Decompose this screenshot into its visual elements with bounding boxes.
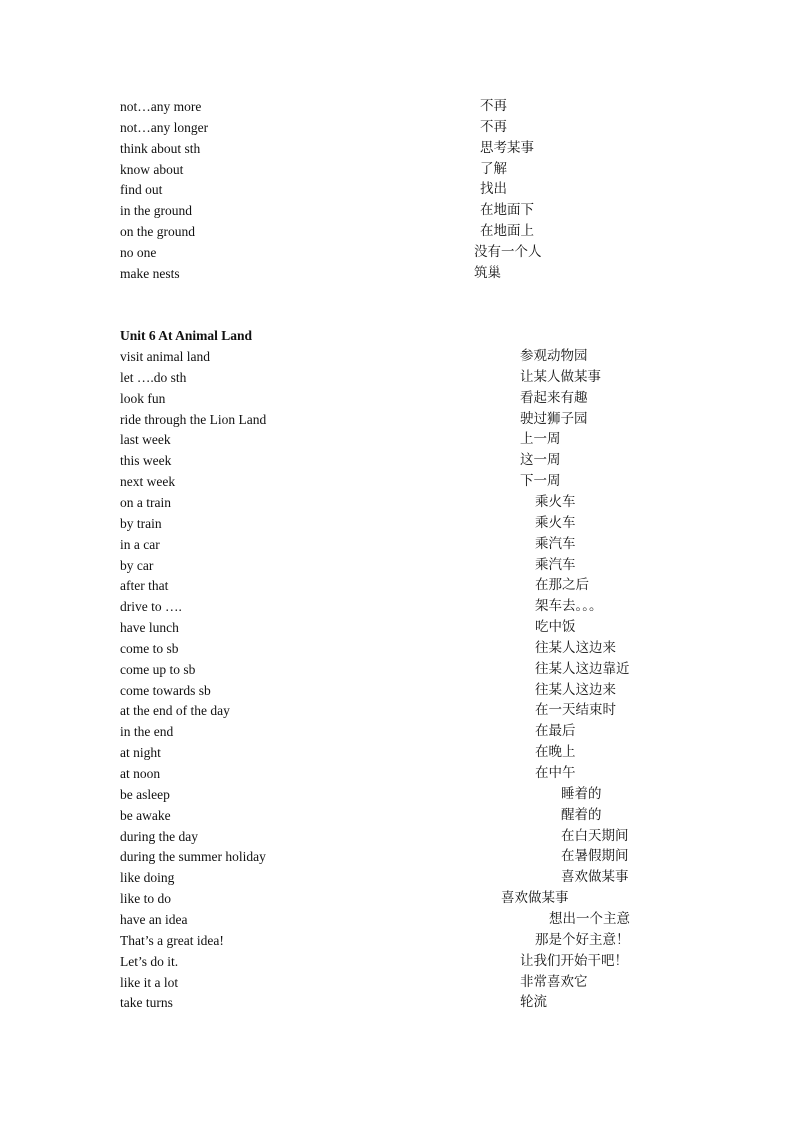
- vocab-row: [0, 638, 794, 659]
- chinese-translation: 不再: [480, 98, 507, 114]
- vocab-row: [0, 138, 794, 159]
- english-phrase: look fun: [120, 390, 166, 406]
- chinese-translation: 参观动物园: [520, 348, 588, 364]
- english-phrase: on the ground: [120, 224, 195, 240]
- chinese-translation: 在地面上: [480, 223, 534, 240]
- english-phrase: come up to sb: [120, 661, 196, 677]
- vocab-row: [0, 659, 794, 680]
- vocab-row: [0, 471, 794, 492]
- english-phrase: drive to ….: [120, 599, 182, 615]
- english-phrase: take turns: [120, 995, 173, 1011]
- vocab-row: [0, 700, 794, 721]
- vocab-row: [0, 200, 794, 221]
- vocab-row: [0, 429, 794, 450]
- vocab-row: [0, 617, 794, 638]
- vocab-row: [0, 805, 794, 826]
- unit-heading: Unit 6 At Animal Land: [120, 328, 253, 343]
- vocab-row: [0, 513, 794, 534]
- chinese-translation: 架车去。。。: [535, 598, 603, 615]
- chinese-translation: 让某人做某事: [520, 368, 601, 385]
- english-phrase: find out: [120, 182, 163, 198]
- english-phrase: in the end: [120, 724, 174, 740]
- chinese-translation: 下一周: [520, 473, 561, 490]
- vocab-row: [0, 951, 794, 972]
- vocab-row: [0, 826, 794, 847]
- chinese-translation: 想出一个主意: [549, 910, 630, 927]
- chinese-translation: 在暑假期间: [561, 848, 629, 865]
- english-phrase: come towards sb: [120, 682, 211, 698]
- chinese-translation: 筑巢: [474, 264, 501, 281]
- vocab-row: [0, 534, 794, 555]
- chinese-translation: 乘火车: [535, 514, 576, 531]
- english-phrase: come to sb: [120, 640, 179, 656]
- chinese-translation: 思考某事: [480, 139, 534, 156]
- chinese-translation: 没有一个人: [474, 243, 542, 260]
- vocab-row: [0, 263, 794, 284]
- vocab-row: [0, 867, 794, 888]
- vocab-row: [0, 888, 794, 909]
- vocab-row: [0, 992, 794, 1013]
- chinese-translation: 非常喜欢它: [520, 973, 588, 990]
- vocab-row: [0, 596, 794, 617]
- vocab-row: [0, 96, 794, 117]
- english-phrase: think about sth: [120, 140, 201, 156]
- chinese-translation: 看起来有趣: [520, 389, 588, 406]
- vocab-row: [0, 409, 794, 430]
- english-phrase: at night: [120, 745, 161, 761]
- chinese-translation: 吃中饭: [535, 619, 576, 636]
- chinese-translation: 喜欢做某事: [501, 890, 569, 907]
- chinese-translation: 乘汽车: [535, 535, 576, 552]
- english-phrase: like it a lot: [120, 974, 179, 990]
- chinese-translation: 醒着的: [561, 806, 602, 823]
- chinese-translation: 喜欢做某事: [561, 869, 629, 886]
- chinese-translation: 驶过狮子园: [520, 410, 588, 427]
- english-phrase: after that: [120, 578, 169, 594]
- chinese-translation: 那是个好主意！: [535, 931, 630, 948]
- english-phrase: ride through the Lion Land: [120, 411, 267, 427]
- vocab-row: [0, 680, 794, 701]
- english-phrase: have an idea: [120, 911, 188, 927]
- chinese-translation: 往某人这边来: [535, 639, 616, 656]
- english-phrase: next week: [120, 474, 176, 490]
- english-phrase: at the end of the day: [120, 703, 230, 719]
- english-phrase: by car: [120, 557, 154, 573]
- english-phrase: Let’s do it.: [120, 953, 179, 969]
- english-phrase: let ….do sth: [120, 369, 187, 385]
- vocab-row: [0, 763, 794, 784]
- chinese-translation: 这一周: [520, 452, 561, 469]
- chinese-translation: 不再: [480, 118, 507, 135]
- vocab-row: [0, 575, 794, 596]
- english-phrase: this week: [120, 453, 172, 469]
- english-phrase: know about: [120, 161, 184, 177]
- vocab-row: [0, 492, 794, 513]
- chinese-translation: 在白天期间: [561, 827, 629, 844]
- english-phrase: on a train: [120, 494, 171, 510]
- english-phrase: not…any more: [120, 99, 202, 114]
- vocab-row: [0, 346, 794, 367]
- vocab-row: [0, 742, 794, 763]
- chinese-translation: 轮流: [520, 994, 547, 1011]
- english-phrase: at noon: [120, 766, 161, 781]
- chinese-translation: 在中午: [535, 765, 576, 781]
- chinese-translation: 在一天结束时: [535, 702, 616, 719]
- chinese-translation: 在最后: [535, 723, 576, 740]
- english-phrase: in the ground: [120, 203, 192, 219]
- chinese-translation: 乘汽车: [535, 556, 576, 573]
- english-phrase: by train: [120, 515, 162, 531]
- chinese-translation: 睡着的: [561, 785, 602, 802]
- vocab-row: [0, 846, 794, 867]
- chinese-translation: 往某人这边来: [535, 681, 616, 698]
- vocab-row: [0, 721, 794, 742]
- chinese-translation: 了解: [480, 160, 507, 177]
- vocab-row: [0, 784, 794, 805]
- chinese-translation: 找出: [480, 181, 507, 198]
- vocab-row: [0, 450, 794, 471]
- chinese-translation: 在地面下: [480, 202, 534, 219]
- vocab-row: [0, 388, 794, 409]
- english-phrase: That’s a great idea!: [120, 932, 224, 948]
- english-phrase: like to do: [120, 891, 171, 907]
- english-phrase: during the summer holiday: [120, 849, 266, 865]
- vocab-row: [0, 117, 794, 138]
- chinese-translation: 乘火车: [535, 493, 576, 510]
- vocab-row: [0, 555, 794, 576]
- vocab-row: [0, 909, 794, 930]
- english-phrase: be asleep: [120, 786, 170, 802]
- vocab-row: [0, 221, 794, 242]
- english-phrase: like doing: [120, 870, 175, 886]
- english-phrase: visit animal land: [120, 349, 210, 364]
- chinese-translation: 上一周: [520, 431, 561, 448]
- chinese-translation: 在那之后: [535, 577, 589, 594]
- chinese-translation: 在晚上: [535, 744, 576, 761]
- english-phrase: make nests: [120, 265, 180, 281]
- english-phrase: last week: [120, 432, 171, 448]
- english-phrase: not…any longer: [120, 119, 209, 135]
- english-phrase: no one: [120, 244, 157, 260]
- vocab-row: [0, 972, 794, 993]
- chinese-translation: 往某人这边靠近: [535, 660, 630, 677]
- vocab-row: [0, 367, 794, 388]
- english-phrase: during the day: [120, 828, 198, 844]
- vocab-row: [0, 179, 794, 200]
- vocab-row: [0, 242, 794, 263]
- vocab-row: [0, 930, 794, 951]
- english-phrase: have lunch: [120, 620, 179, 636]
- english-phrase: in a car: [120, 536, 160, 552]
- vocab-row: [0, 159, 794, 180]
- english-phrase: be awake: [120, 807, 171, 823]
- chinese-translation: 让我们开始干吧！: [520, 952, 628, 969]
